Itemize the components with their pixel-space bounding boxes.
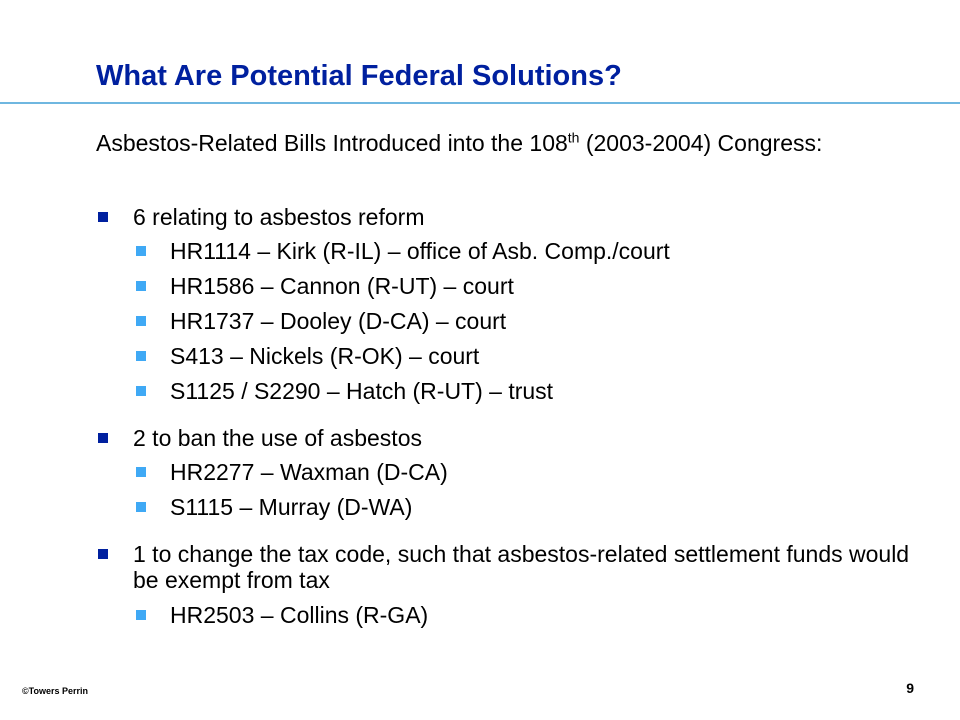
sub-bullet-label: HR2503 – Collins (R-GA) — [170, 602, 429, 628]
intro-text — [96, 130, 896, 156]
sub-bullet-square-icon — [136, 610, 146, 620]
sub-bullet-square-icon — [136, 316, 146, 326]
sub-bullet-square-icon — [136, 351, 146, 361]
sub-bullet-label: HR1586 – Cannon (R-UT) – court — [170, 273, 514, 299]
sub-bullet-square-icon — [136, 467, 146, 477]
intro-text-tail: (2003-2004) Congress: — [579, 130, 823, 156]
page-number: 9 — [906, 680, 914, 696]
sub-bullet-square-icon — [136, 281, 146, 291]
bullet-label: 2 to ban the use of asbestos — [133, 425, 422, 451]
sub-bullet-label: HR1737 – Dooley (D-CA) – court — [170, 308, 507, 334]
sub-bullet-item — [96, 238, 916, 264]
sub-bullet-item — [96, 378, 916, 404]
sub-bullet-item — [96, 459, 916, 485]
bullet-item — [96, 204, 916, 230]
sub-bullet-square-icon — [136, 386, 146, 396]
copyright-footer: ©Towers Perrin — [22, 686, 88, 696]
sub-bullet-label: S1115 – Murray (D-WA) — [170, 494, 413, 520]
bullet-square-icon — [98, 433, 108, 443]
bullet-label: 1 to change the tax code, such that asbestos-related settlement funds would be exempt from tax — [133, 541, 910, 593]
bullet-list — [96, 204, 916, 628]
sub-bullet-label: HR1114 – Kirk (R-IL) – office of Asb. Comp./court — [170, 238, 670, 264]
sub-bullet-item — [96, 494, 916, 520]
title-divider — [0, 102, 960, 104]
bullet-label: 6 relating to asbestos reform — [133, 204, 425, 230]
sub-bullet-item — [96, 308, 916, 334]
sub-bullet-item — [96, 343, 916, 369]
bullet-square-icon — [98, 212, 108, 222]
intro-text-main: Asbestos-Related Bills Introduced into the 108 — [96, 130, 568, 156]
intro-superscript: th — [567, 129, 580, 146]
sub-bullet-square-icon — [136, 246, 146, 256]
slide-title: What Are Potential Federal Solutions? — [96, 60, 622, 92]
bullet-item — [96, 541, 916, 593]
bullet-item — [96, 425, 916, 451]
sub-bullet-item — [96, 273, 916, 299]
sub-bullet-item — [96, 602, 916, 628]
sub-bullet-label: S1125 / S2290 – Hatch (R-UT) – trust — [170, 378, 554, 404]
sub-bullet-label: S413 – Nickels (R-OK) – court — [170, 343, 480, 369]
sub-bullet-square-icon — [136, 502, 146, 512]
sub-bullet-label: HR2277 – Waxman (D-CA) — [170, 459, 448, 485]
bullet-square-icon — [98, 549, 108, 559]
